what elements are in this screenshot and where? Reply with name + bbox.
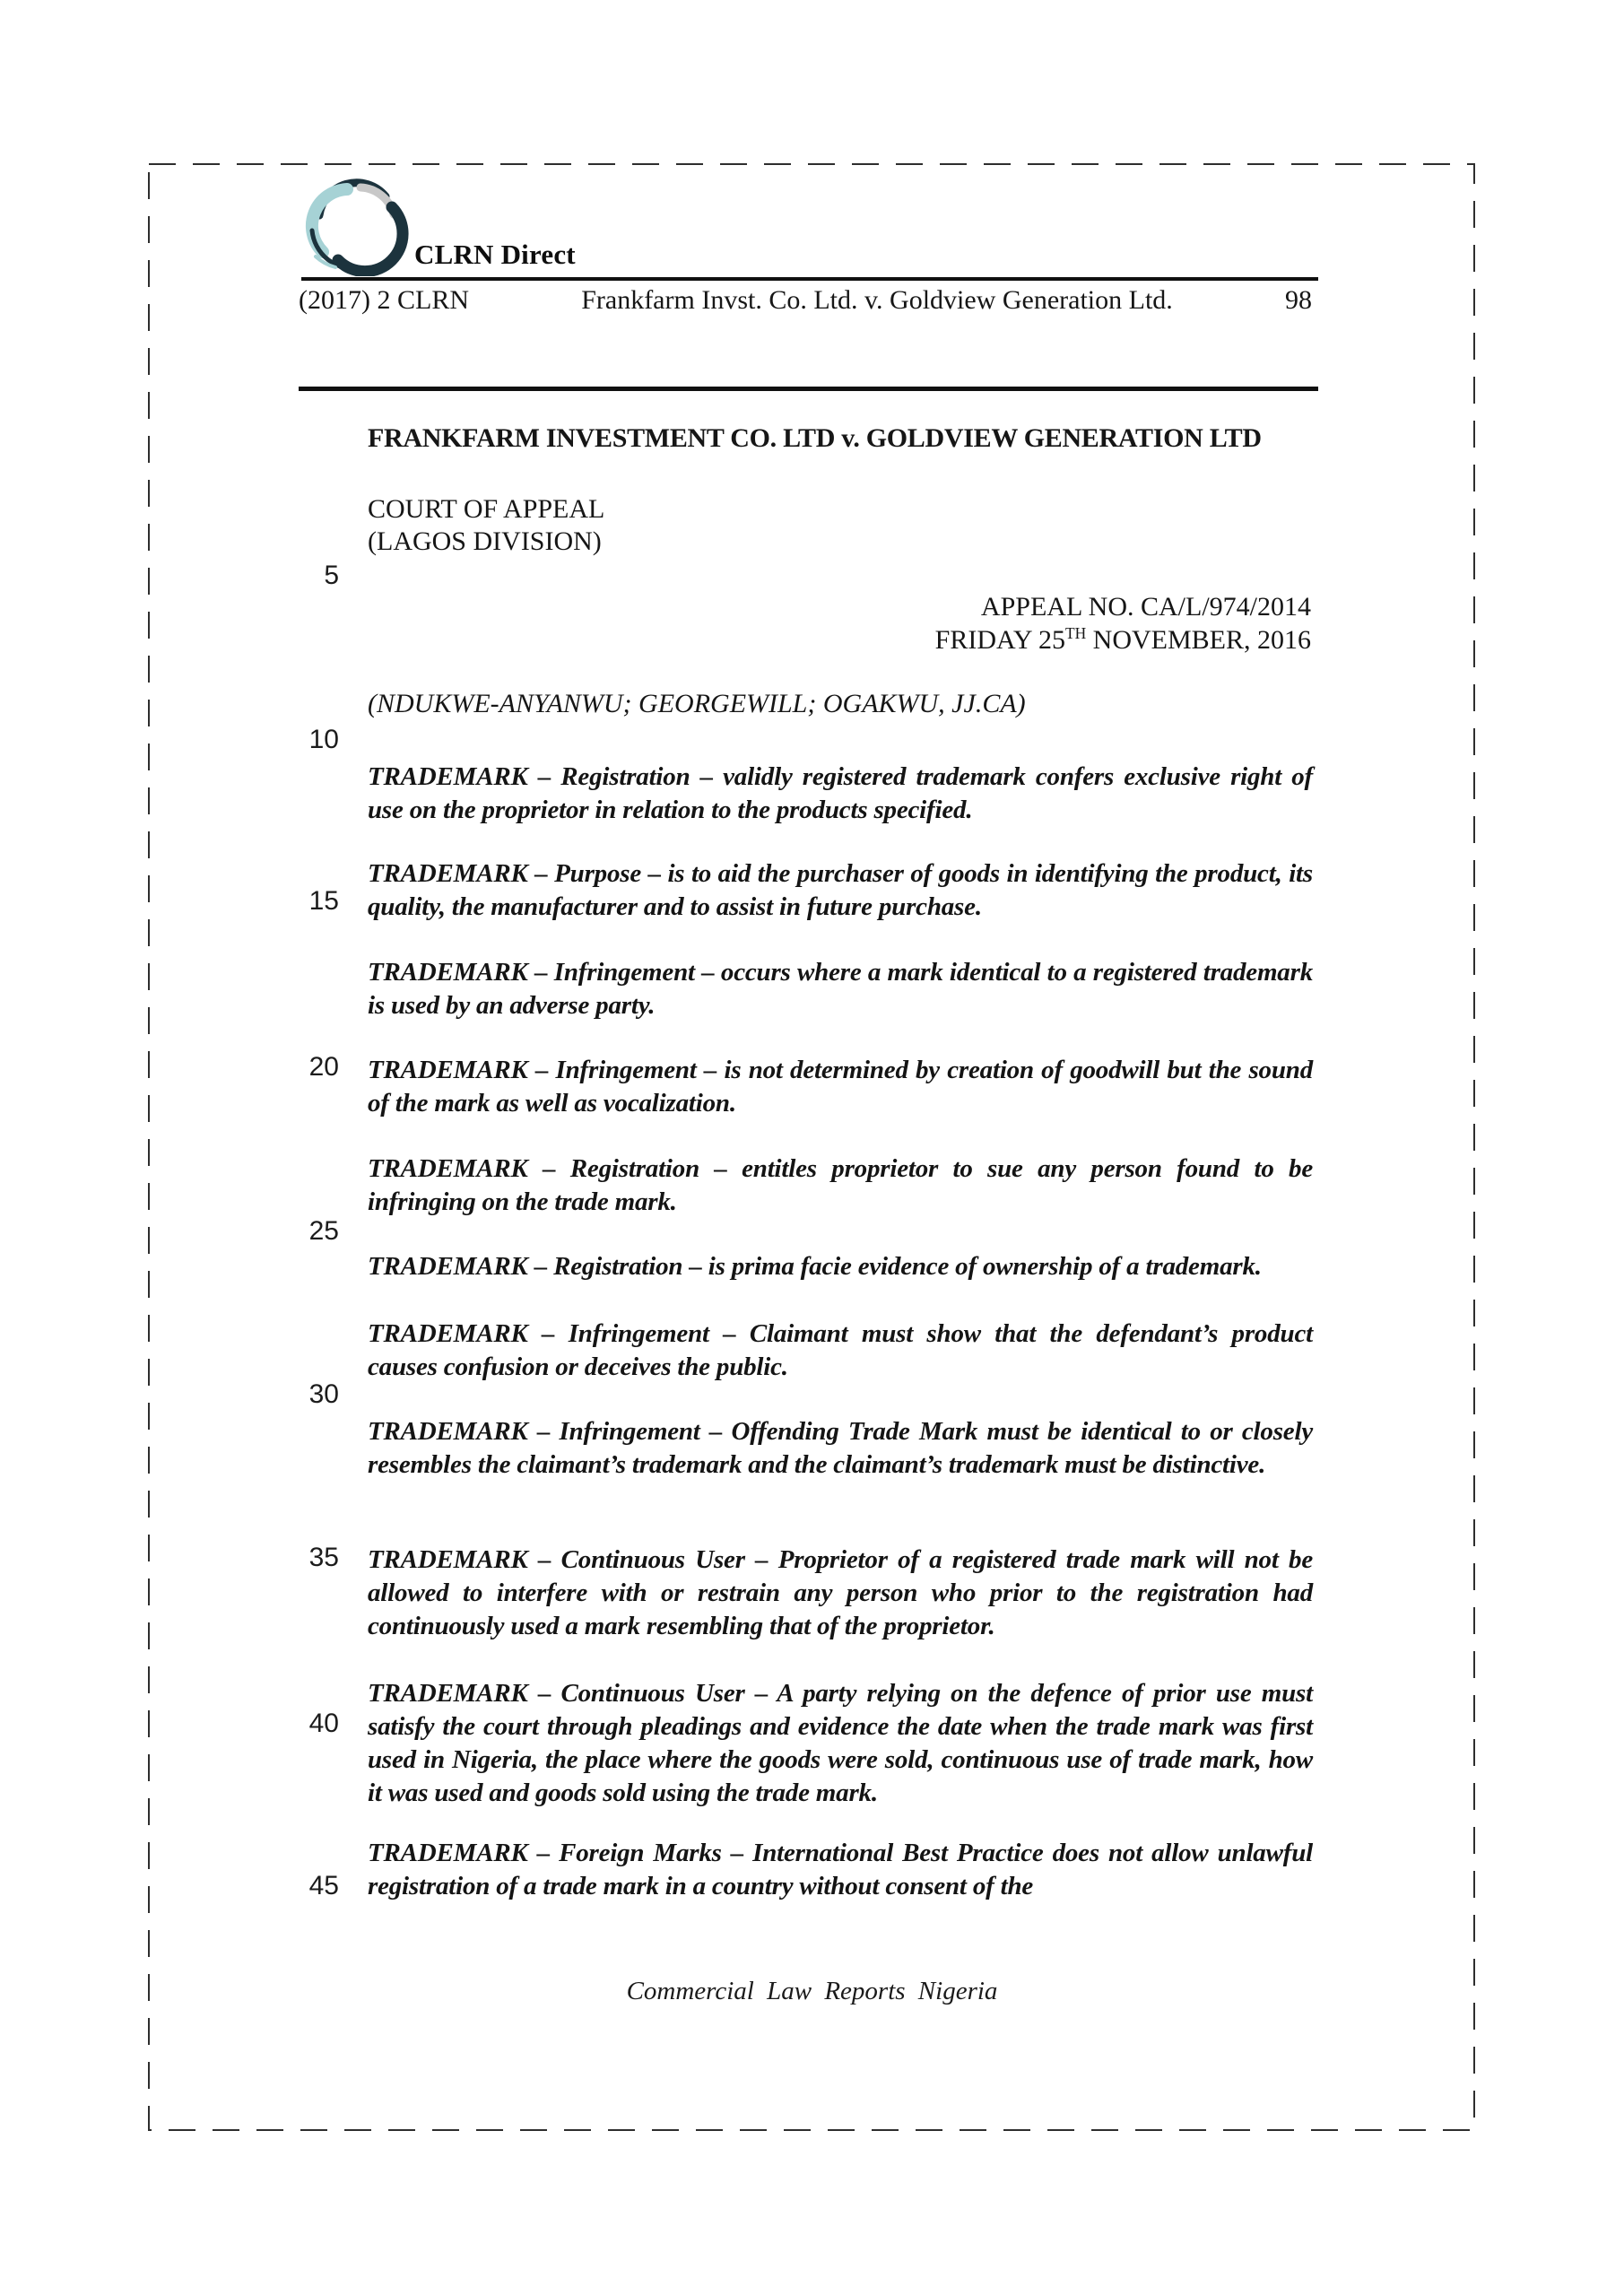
report-footer: Commercial Law Reports Nigeria	[626, 1977, 998, 2005]
court-division: (LAGOS DIVISION)	[368, 526, 602, 556]
line-number: 20	[308, 1052, 339, 1082]
logo-dark-right-arc	[338, 207, 403, 272]
decision-date-ordinal: TH	[1064, 624, 1087, 642]
headnote-paragraph: TRADEMARK – Registration – validly registered trademark confers exclusive right of use on the proprietor in relation to the products specified.	[368, 762, 1313, 824]
headnote-paragraph: TRADEMARK – Continuous User – A party relying on the defence of prior use must satisfy the court through pleadings and evidence the date when the trade mark was first used in Nigeria, the place where the goods were sold, continuous use of trade mark, how it was used and goods sold using the trade mark.	[368, 1679, 1313, 1807]
running-case-name: Frankfarm Invst. Co. Ltd. v. Goldview Generation Ltd.	[581, 285, 1173, 315]
line-number: 10	[308, 725, 339, 754]
headnote-paragraph: TRADEMARK – Foreign Marks – International Best Practice does not allow unlawful registration of a trade mark in a country without consent of the	[368, 1839, 1313, 1900]
case-title: FRANKFARM INVESTMENT CO. LTD v. GOLDVIEW GENERATION LTD	[368, 423, 1262, 453]
line-number: 30	[308, 1379, 339, 1409]
line-number: 35	[308, 1543, 339, 1572]
header-rule	[299, 387, 1318, 391]
running-header	[299, 285, 1312, 316]
clrn-swirl-logo-icon	[300, 176, 414, 276]
headnote-paragraph: TRADEMARK – Infringement – is not determined by creation of goodwill but the sound of the mark as well as vocalization.	[368, 1056, 1313, 1118]
decision-date	[368, 624, 1311, 656]
headnote-paragraph: TRADEMARK – Infringement – Offending Trade Mark must be identical to or closely resembles the claimant’s trademark and the claimant’s trademark must be distinctive.	[368, 1417, 1313, 1479]
page-number: 98	[1285, 285, 1312, 315]
masthead-rule	[301, 277, 1318, 281]
headnote-paragraph: TRADEMARK – Purpose – is to aid the purchaser of goods in identifying the product, its quality, the manufacturer and to assist in future purchase.	[368, 859, 1313, 921]
brand-name: CLRN Direct	[414, 239, 576, 270]
judges-panel: (NDUKWE-ANYANWU; GEORGEWILL; OGAKWU, JJ.CA)	[368, 689, 1026, 718]
headnote-paragraph: TRADEMARK – Infringement – Claimant must show that the defendant’s product causes confusion or deceives the public.	[368, 1319, 1313, 1381]
decision-date-suffix: NOVEMBER, 2016	[1086, 625, 1311, 655]
headnote-paragraph: TRADEMARK – Registration – entitles proprietor to sue any person found to be infringing on the trade mark.	[368, 1154, 1313, 1216]
court-name: COURT OF APPEAL	[368, 494, 605, 524]
line-number: 5	[324, 561, 339, 590]
line-number: 25	[308, 1216, 339, 1246]
decision-date-prefix: FRIDAY 25	[934, 625, 1065, 655]
appeal-number: APPEAL NO. CA/L/974/2014	[980, 592, 1311, 622]
headnote-paragraph: TRADEMARK – Continuous User – Proprietor of a registered trade mark will not be allowed to interfere with or restrain any person who prior to the registration had continuously used a mark resembling that of the proprietor.	[368, 1545, 1313, 1640]
headnote-paragraph: TRADEMARK – Infringement – occurs where a mark identical to a registered trademark is used by an adverse party.	[368, 958, 1313, 1020]
line-number: 45	[308, 1871, 339, 1900]
line-number: 40	[308, 1709, 339, 1738]
report-citation: (2017) 2 CLRN	[299, 285, 469, 315]
line-number: 15	[308, 886, 339, 916]
headnote-paragraph: TRADEMARK – Registration – is prima facie evidence of ownership of a trademark.	[368, 1252, 1262, 1281]
